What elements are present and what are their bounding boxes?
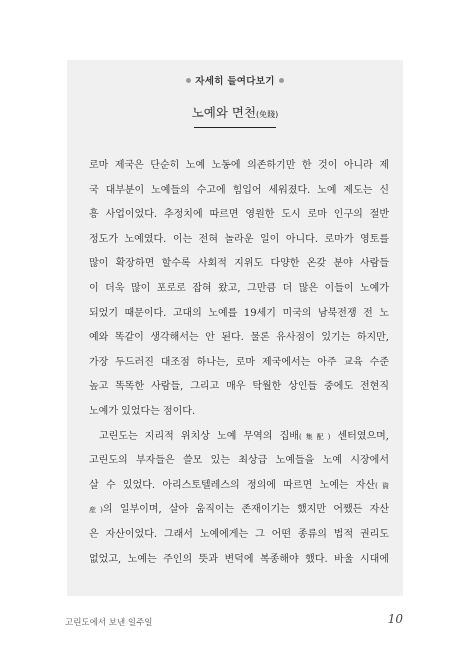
bullet-dot-icon — [186, 78, 191, 83]
text-line: 예와 똑같이 생각해서는 안 된다. 물론 유사점이 있기는 하지만, — [89, 332, 389, 344]
running-footer-title: 고린도에서 보낸 일주일 — [65, 618, 153, 628]
text-line: 노예가 있었다는 점이다. — [89, 405, 196, 417]
text-line-with-gloss — [89, 425, 389, 450]
hanja-gloss: (資 — [375, 481, 389, 490]
text-line-with-gloss — [89, 474, 389, 499]
text-line: 고린도의 부자들은 쓸모 있는 최상급 노예들을 노예 시장에서 — [89, 455, 389, 467]
text-line: 이 더욱 많이 포로로 잡혀 왔고, 그만큼 더 많은 이들이 노예가 — [89, 282, 389, 294]
page-number: 10 — [387, 612, 403, 626]
text-segment: 의 일부이며, 살아 움직이는 존재이기는 했지만 어쨌든 자산 — [102, 504, 389, 516]
text-line: 흥 사업이었다. 추정치에 따르면 영원한 도시 로마 인구의 절반 — [89, 209, 389, 221]
box-body-text — [89, 154, 389, 572]
hanja-gloss: 産) — [89, 506, 103, 515]
bullet-dot-icon — [279, 78, 284, 83]
kicker-text: 자세히 들여다보기 — [195, 76, 275, 87]
text-line: 가장 두드러진 대조점 하나는, 로마 제국에서는 아주 교육 수준 — [89, 356, 389, 368]
box-title — [67, 103, 403, 121]
text-segment: 센터였으며, — [330, 430, 389, 442]
text-line: 정도가 노예였다. 이는 전혀 놀라운 일이 아니다. 로마가 영토를 — [89, 233, 389, 245]
box-title-text: 노예와 면천 — [191, 105, 257, 120]
paragraph-1 — [89, 154, 389, 425]
text-line: 높고 똑똑한 사람들, 그리고 매우 탁월한 상인들 중에도 전현직 — [89, 381, 389, 393]
paragraph-2 — [89, 425, 389, 573]
text-line: 되었기 때문이다. 고대의 노예를 19세기 미국의 남북전쟁 전 노 — [89, 307, 389, 319]
title-underline — [194, 127, 276, 128]
hanja-gloss: (集配) — [298, 432, 331, 441]
text-segment: 살 수 있었다. 아리스토텔레스의 정의에 따르면 노예는 자산 — [89, 479, 376, 491]
text-line: 없었고, 노예는 주인의 뜻과 변덕에 복종해야 했다. 바울 시대에 — [89, 553, 389, 565]
text-line: 많이 확장하면 할수록 사회적 지위도 다양한 온갖 분야 사람들 — [89, 258, 389, 270]
text-segment: 고린도는 지리적 위치상 노예 무역의 집배 — [99, 430, 299, 442]
box-kicker — [67, 73, 403, 87]
text-line-with-gloss — [89, 498, 389, 523]
text-line: 로마 제국은 단순히 노예 노동에 의존하기만 한 것이 아니라 제 — [89, 160, 389, 171]
text-line: 은 자산이었다. 그래서 노예에게는 그 어떤 종류의 법적 권리도 — [89, 528, 389, 540]
text-line: 국 대부분이 노예들의 수고에 힘입어 세워졌다. 노예 제도는 신 — [89, 184, 389, 196]
box-title-hanja: (免賤) — [256, 110, 279, 119]
